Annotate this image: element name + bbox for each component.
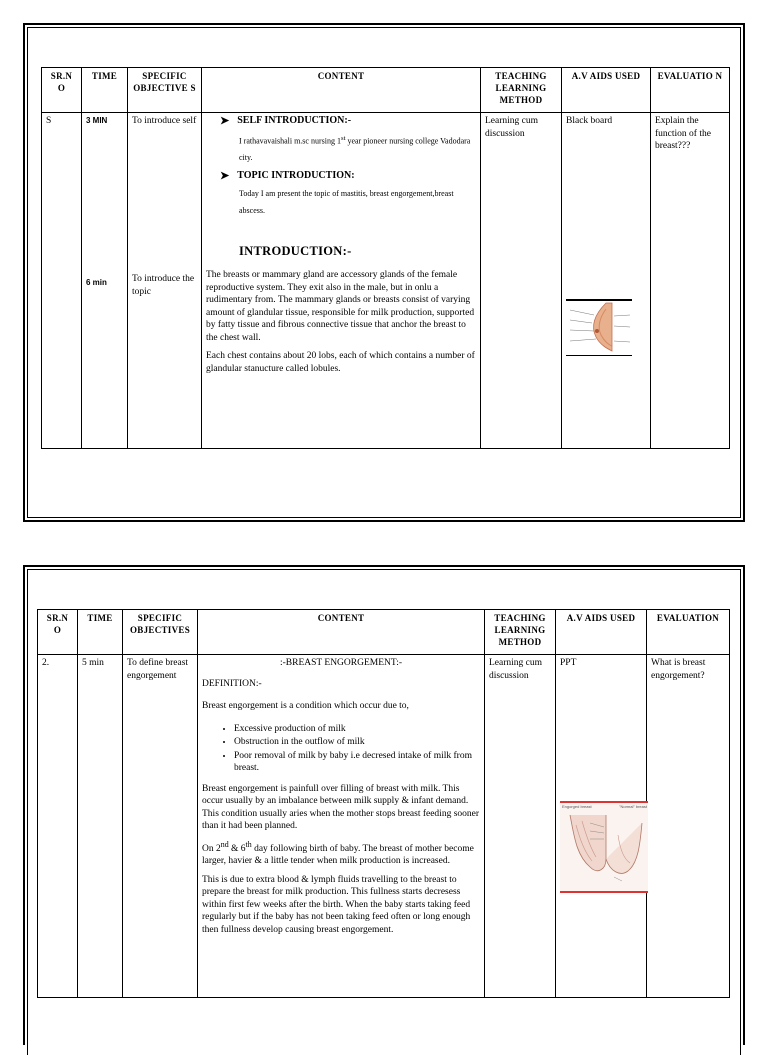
- cell-aids: PPT: [556, 655, 647, 998]
- header-content: CONTENT: [198, 610, 485, 655]
- objective-1: To introduce self: [132, 116, 197, 126]
- self-intro-heading: ➤ SELF INTRODUCTION:-: [220, 115, 352, 127]
- table-row: [42, 113, 730, 449]
- header-aids: A.V AIDS USED: [562, 68, 651, 113]
- self-intro-text: I rathavavaishali m.sc nursing 1st year pioneer nursing college Vadodara city.: [239, 134, 471, 163]
- arrow-bullet-icon: ➤: [220, 115, 230, 127]
- header-objectives: SPECIFIC OBJECTIVES: [123, 610, 198, 655]
- arrow-bullet-icon: ➤: [220, 170, 230, 183]
- breast-anatomy-image: [566, 299, 632, 356]
- cell-srno: S: [42, 113, 82, 449]
- breast-anatomy-icon: [566, 301, 632, 353]
- topic-intro-heading: ➤ TOPIC INTRODUCTION:: [220, 170, 355, 183]
- paragraph-3: This is due to extra blood & lymph fluids travelling to the breast to prepare the breast for milk production. This fullness starts decresess within first few weeks after the birth. When the baby starts taking feed regularly but if the baby has not been taking feed often or long enough then fullness develop causing breast engorgement.: [202, 874, 471, 935]
- engorged-breast-icon: [560, 805, 648, 889]
- cell-time: 5 min: [78, 655, 123, 998]
- lesson-plan-table-1: [41, 67, 730, 449]
- header-srno: SR.N O: [38, 610, 78, 655]
- cell-objectives: To define breast engorgement: [123, 655, 198, 998]
- cell-method: Learning cum discussion: [485, 655, 556, 998]
- section-title: :-BREAST ENGORGEMENT:-: [279, 658, 403, 668]
- cell-time: [82, 113, 128, 449]
- cause-list: [202, 723, 480, 775]
- cell-content: [198, 655, 485, 998]
- figure-label-right: "Normal" breast: [619, 804, 647, 809]
- header-time: TIME: [78, 610, 123, 655]
- time-1: 3 MIN: [86, 116, 108, 125]
- header-content: CONTENT: [202, 68, 481, 113]
- list-item: • Poor removal of milk by baby i.e decresed intake of milk from breast.: [234, 750, 480, 775]
- time-2: 6 min: [86, 278, 107, 287]
- header-evaluation: EVALUATION: [647, 610, 730, 655]
- table-header-row: [38, 610, 730, 655]
- document-page-1: [23, 23, 745, 522]
- table-header-row: [42, 68, 730, 113]
- header-srno: SR.N O: [42, 68, 82, 113]
- paragraph-2: On 2nd & 6th day following birth of baby. The breast of mother become larger, havier & a little tender when milk production is increased.: [202, 839, 474, 867]
- intro-paragraph-1: The breasts or mammary gland are accessory glands of the female reproductive system. They exit also in the male, but in onlu a rudimentary from. The mammary glands or breasts consist of varying amount of glandular tissue, responsible for milk production, supported by fatty tissue and fibrous connective tissue that anchor the breast to the chest wall.: [206, 270, 475, 343]
- intro-paragraph-2: Each chest contains about 20 lobs, each of which contains a number of glandular stanucture called lobules.: [206, 351, 475, 374]
- header-aids: A.V AIDS USED: [556, 610, 647, 655]
- document-page-2: [23, 565, 745, 1045]
- cell-objectives: [128, 113, 202, 449]
- list-item: • Excessive production of milk: [234, 723, 480, 736]
- engorged-breast-image: [560, 801, 648, 893]
- topic-intro-text: Today I am present the topic of mastitis, breast engorgement,breast abscess.: [239, 188, 454, 215]
- list-item: • Obstruction in the outflow of milk: [234, 736, 480, 749]
- header-method: TEACHING LEARNING METHOD: [481, 68, 562, 113]
- header-objectives: SPECIFIC OBJECTIVE S: [128, 68, 202, 113]
- definition-text: Breast engorgement is a condition which occur due to,: [202, 701, 409, 711]
- cell-srno: 2.: [38, 655, 78, 998]
- cell-aids: Black board: [562, 113, 651, 449]
- cell-method: Learning cum discussion: [481, 113, 562, 449]
- paragraph-1: Breast engorgement is painfull over filling of breast with milk. This occur usually by an imbalance between milk supply & infant demand. This condition usually aries when the mother stops breast feeding sooner than it had been planned.: [202, 783, 480, 831]
- figure-label-left: Engorged breast: [562, 804, 592, 809]
- header-time: TIME: [82, 68, 128, 113]
- cell-content: [202, 113, 481, 449]
- definition-heading: DEFINITION:-: [202, 678, 262, 689]
- header-evaluation: EVALUATIO N: [651, 68, 730, 113]
- header-method: TEACHING LEARNING METHOD: [485, 610, 556, 655]
- introduction-heading: INTRODUCTION:-: [239, 243, 352, 258]
- cell-evaluation: Explain the function of the breast???: [651, 113, 730, 449]
- objective-2: To introduce the topic: [132, 274, 195, 297]
- cell-evaluation: What is breast engorgement?: [647, 655, 730, 998]
